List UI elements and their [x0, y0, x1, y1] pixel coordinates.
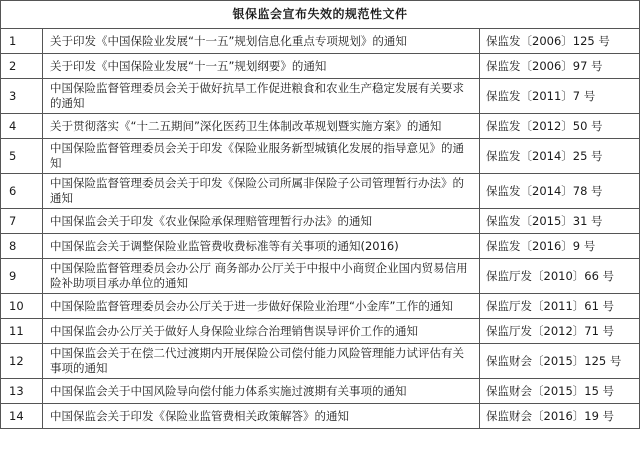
row-number: 1 — [1, 29, 43, 54]
row-number: 10 — [1, 294, 43, 319]
document-title: 关于贯彻落实《“十二五期间”深化医药卫生体制改革规划暨实施方案》的通知 — [43, 114, 480, 139]
table-row — [1, 344, 640, 379]
document-title: 中国保险监督管理委员会关于印发《保险业服务新型城镇化发展的指导意见》的通知 — [43, 139, 480, 174]
document-ref: 保监发〔2014〕25 号 — [480, 139, 640, 174]
document-title: 关于印发《中国保险业发展“十一五”规划信息化重点专项规划》的通知 — [43, 29, 480, 54]
document-title: 中国保险监督管理委员会办公厅关于进一步做好保险业治理“小金库”工作的通知 — [43, 294, 480, 319]
row-number: 3 — [1, 79, 43, 114]
row-number: 6 — [1, 174, 43, 209]
document-ref: 保监发〔2015〕31 号 — [480, 209, 640, 234]
document-title: 中国保监会关于在偿二代过渡期内开展保险公司偿付能力风险管理能力试评估有关事项的通知 — [43, 344, 480, 379]
document-ref: 保监发〔2016〕9 号 — [480, 234, 640, 259]
table-row — [1, 209, 640, 234]
table-row — [1, 29, 640, 54]
row-number: 8 — [1, 234, 43, 259]
table-row — [1, 54, 640, 79]
document-ref: 保监厅发〔2010〕66 号 — [480, 259, 640, 294]
table-row — [1, 139, 640, 174]
row-number: 9 — [1, 259, 43, 294]
row-number: 5 — [1, 139, 43, 174]
table-row — [1, 319, 640, 344]
row-number: 2 — [1, 54, 43, 79]
row-number: 7 — [1, 209, 43, 234]
table-row — [1, 259, 640, 294]
document-ref: 保监发〔2006〕97 号 — [480, 54, 640, 79]
table-row — [1, 404, 640, 429]
row-number: 11 — [1, 319, 43, 344]
row-number: 14 — [1, 404, 43, 429]
document-ref: 保监财会〔2015〕125 号 — [480, 344, 640, 379]
document-title: 中国保监会关于印发《农业保险承保理赔管理暂行办法》的通知 — [43, 209, 480, 234]
document-ref: 保监发〔2006〕125 号 — [480, 29, 640, 54]
document-ref: 保监财会〔2015〕15 号 — [480, 379, 640, 404]
document-title: 中国保险监督管理委员会关于印发《保险公司所属非保险子公司管理暂行办法》的通知 — [43, 174, 480, 209]
table-row — [1, 79, 640, 114]
row-number: 13 — [1, 379, 43, 404]
document-title: 中国保监会关于印发《保险业监管费相关政策解答》的通知 — [43, 404, 480, 429]
document-title: 中国保监会办公厅关于做好人身保险业综合治理销售误导评价工作的通知 — [43, 319, 480, 344]
document-title: 中国保监会关于中国风险导向偿付能力体系实施过渡期有关事项的通知 — [43, 379, 480, 404]
document-title: 中国保监会关于调整保险业监管费收费标准等有关事项的通知(2016) — [43, 234, 480, 259]
table-row — [1, 379, 640, 404]
document-ref: 保监发〔2011〕7 号 — [480, 79, 640, 114]
row-number: 4 — [1, 114, 43, 139]
table-title: 银保监会宣布失效的规范性文件 — [1, 1, 640, 29]
table-row — [1, 114, 640, 139]
document-ref: 保监发〔2014〕78 号 — [480, 174, 640, 209]
table-row — [1, 234, 640, 259]
document-ref: 保监厅发〔2011〕61 号 — [480, 294, 640, 319]
row-number: 12 — [1, 344, 43, 379]
table-row — [1, 294, 640, 319]
document-title: 中国保险监督管理委员会关于做好抗旱工作促进粮食和农业生产稳定发展有关要求的通知 — [43, 79, 480, 114]
table-row — [1, 174, 640, 209]
table-body — [1, 29, 640, 429]
document-ref: 保监发〔2012〕50 号 — [480, 114, 640, 139]
document-ref: 保监厅发〔2012〕71 号 — [480, 319, 640, 344]
document-title: 关于印发《中国保险业发展“十一五”规划纲要》的通知 — [43, 54, 480, 79]
document-ref: 保监财会〔2016〕19 号 — [480, 404, 640, 429]
document-title: 中国保险监督管理委员会办公厅 商务部办公厅关于中报中小商贸企业国内贸易信用险补助项目承办单位的通知 — [43, 259, 480, 294]
